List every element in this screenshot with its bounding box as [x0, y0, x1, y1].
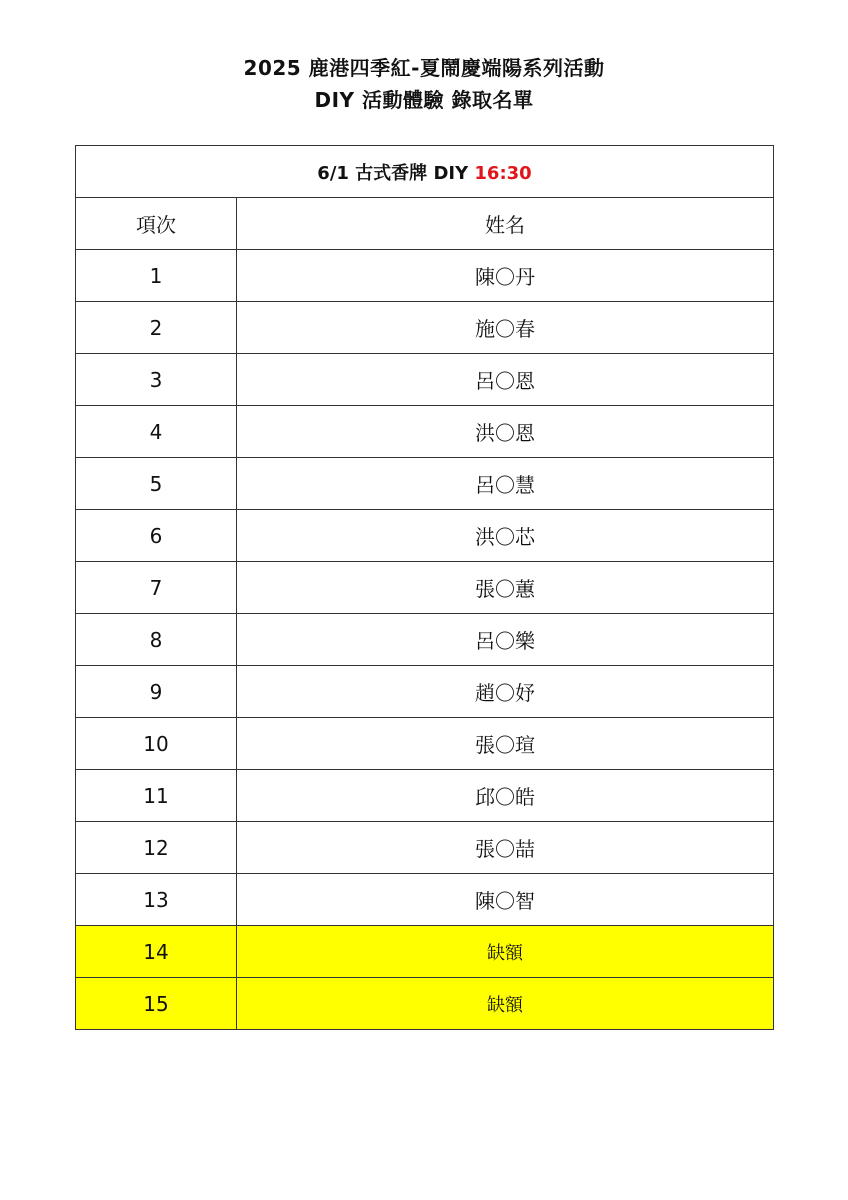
- table-row: [76, 770, 774, 822]
- participant-name: 洪〇芯: [237, 510, 774, 562]
- row-index: 1: [76, 250, 237, 302]
- participant-name: 張〇喆: [237, 822, 774, 874]
- session-heading: [76, 146, 774, 198]
- table-row: [76, 250, 774, 302]
- session-time: 16:30: [474, 162, 532, 184]
- row-index: 7: [76, 562, 237, 614]
- column-header-row: [76, 198, 774, 250]
- table-row: [76, 822, 774, 874]
- row-index: 3: [76, 354, 237, 406]
- column-header-index: 項次: [76, 198, 237, 250]
- participant-name: 張〇瑄: [237, 718, 774, 770]
- table-row: [76, 562, 774, 614]
- admission-list-body: [76, 146, 774, 1030]
- row-index: 14: [76, 926, 237, 978]
- table-row: [76, 458, 774, 510]
- row-index: 6: [76, 510, 237, 562]
- row-index: 10: [76, 718, 237, 770]
- row-index: 15: [76, 978, 237, 1030]
- row-index: 5: [76, 458, 237, 510]
- session-row: [76, 146, 774, 198]
- participant-name: 呂〇樂: [237, 614, 774, 666]
- admission-list-table: [75, 145, 774, 1030]
- column-header-name: 姓名: [237, 198, 774, 250]
- vacancy-label: 缺額: [237, 926, 774, 978]
- document-subtitle: DIY 活動體驗 錄取名單: [314, 88, 534, 112]
- vacancy-label: 缺額: [237, 978, 774, 1030]
- participant-name: 張〇蕙: [237, 562, 774, 614]
- row-index: 11: [76, 770, 237, 822]
- participant-name: 邱〇皓: [237, 770, 774, 822]
- session-label: 6/1 古式香牌 DIY: [317, 162, 475, 184]
- vacancy-row: [76, 926, 774, 978]
- participant-name: 趙〇妤: [237, 666, 774, 718]
- row-index: 4: [76, 406, 237, 458]
- participant-name: 陳〇智: [237, 874, 774, 926]
- participant-name: 呂〇恩: [237, 354, 774, 406]
- row-index: 2: [76, 302, 237, 354]
- document-title: 2025 鹿港四季紅-夏鬧慶端陽系列活動: [243, 56, 605, 80]
- row-index: 13: [76, 874, 237, 926]
- table-row: [76, 718, 774, 770]
- document-header: [0, 52, 848, 116]
- row-index: 9: [76, 666, 237, 718]
- row-index: 12: [76, 822, 237, 874]
- table-row: [76, 666, 774, 718]
- participant-name: 洪〇恩: [237, 406, 774, 458]
- table-row: [76, 302, 774, 354]
- participant-name: 施〇春: [237, 302, 774, 354]
- participant-name: 陳〇丹: [237, 250, 774, 302]
- table-row: [76, 614, 774, 666]
- row-index: 8: [76, 614, 237, 666]
- vacancy-row: [76, 978, 774, 1030]
- table-row: [76, 510, 774, 562]
- table-row: [76, 874, 774, 926]
- participant-name: 呂〇慧: [237, 458, 774, 510]
- table-row: [76, 406, 774, 458]
- table-row: [76, 354, 774, 406]
